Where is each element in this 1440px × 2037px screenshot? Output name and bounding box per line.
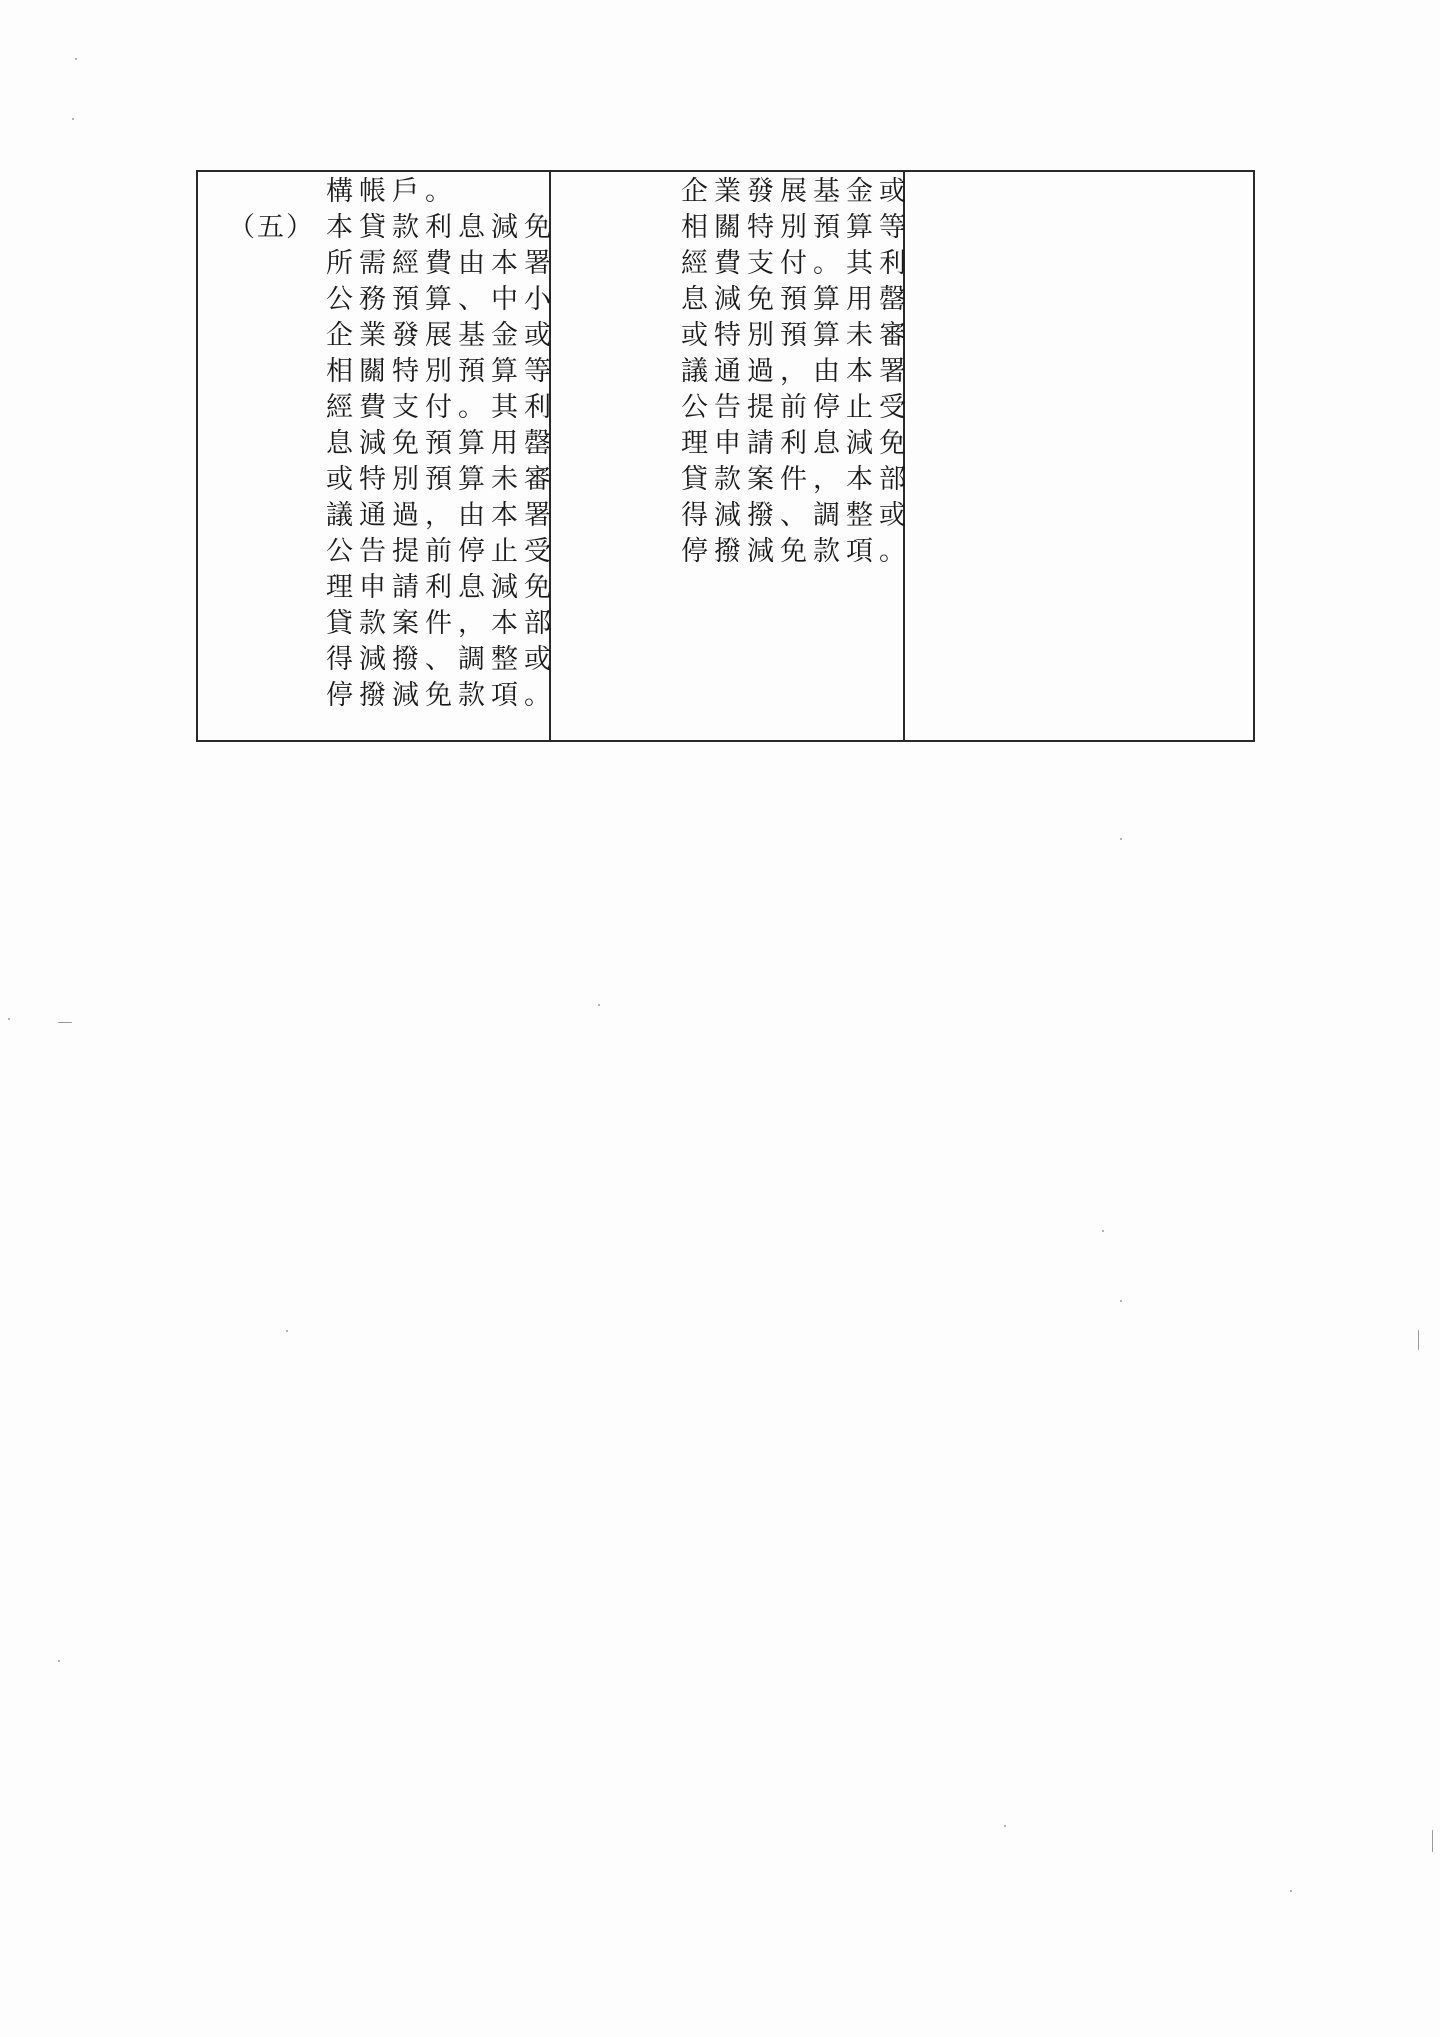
text-line: 理申請利息減免 <box>681 428 912 459</box>
text-line: 議通過，由本署 <box>326 500 557 531</box>
text-line: 企業發展基金或 <box>681 176 912 207</box>
text-line: 停撥減免款項。 <box>326 680 557 711</box>
scan-speck <box>58 1022 72 1023</box>
text-line: 議通過，由本署 <box>681 356 912 387</box>
scan-speck <box>1290 1890 1292 1892</box>
table-column-current <box>551 172 912 740</box>
text-line: 企業發展基金或 <box>326 320 557 351</box>
text-line: 所需經費由本署 <box>326 248 557 279</box>
table-column-notes <box>905 172 1253 740</box>
text-line: 貸款案件，本部 <box>681 464 912 495</box>
scan-speck <box>8 1018 10 1020</box>
scan-speck <box>58 1660 60 1662</box>
scan-speck <box>1418 1330 1419 1350</box>
text-line: 理申請利息減免 <box>326 572 557 603</box>
text-line: 經費支付。其利 <box>681 248 912 279</box>
scan-speck <box>1120 1300 1122 1302</box>
text-line: 息減免預算用罄 <box>681 284 912 315</box>
text-line: 構帳戶。 <box>326 176 458 207</box>
text-line: 本貸款利息減免 <box>326 212 557 243</box>
table-column-revised <box>198 172 557 740</box>
scan-speck <box>75 58 77 60</box>
text-line: 息減免預算用罄 <box>326 428 557 459</box>
scan-speck <box>1004 1825 1006 1827</box>
text-line: 公務預算、中小 <box>326 284 557 315</box>
text-line: 或特別預算未審 <box>326 464 557 495</box>
text-line: 停撥減免款項。 <box>681 536 912 567</box>
scan-speck <box>72 118 74 120</box>
scan-speck <box>286 1330 288 1332</box>
text-line: 貸款案件，本部 <box>326 608 557 639</box>
text-line: 相關特別預算等 <box>326 356 557 387</box>
scan-speck <box>1432 1830 1433 1852</box>
text-line: 相關特別預算等 <box>681 212 912 243</box>
scan-speck <box>1102 1230 1104 1232</box>
text-line: 公告提前停止受 <box>681 392 912 423</box>
item-marker: （五） <box>228 212 315 243</box>
text-line: 公告提前停止受 <box>326 536 557 567</box>
text-line: 得減撥、調整或 <box>681 500 912 531</box>
scan-speck <box>598 1004 600 1006</box>
text-line: 經費支付。其利 <box>326 392 557 423</box>
comparison-table <box>196 170 1255 742</box>
text-line: 得減撥、調整或 <box>326 644 557 675</box>
scan-speck <box>1120 838 1122 840</box>
text-line: 或特別預算未審 <box>681 320 912 351</box>
